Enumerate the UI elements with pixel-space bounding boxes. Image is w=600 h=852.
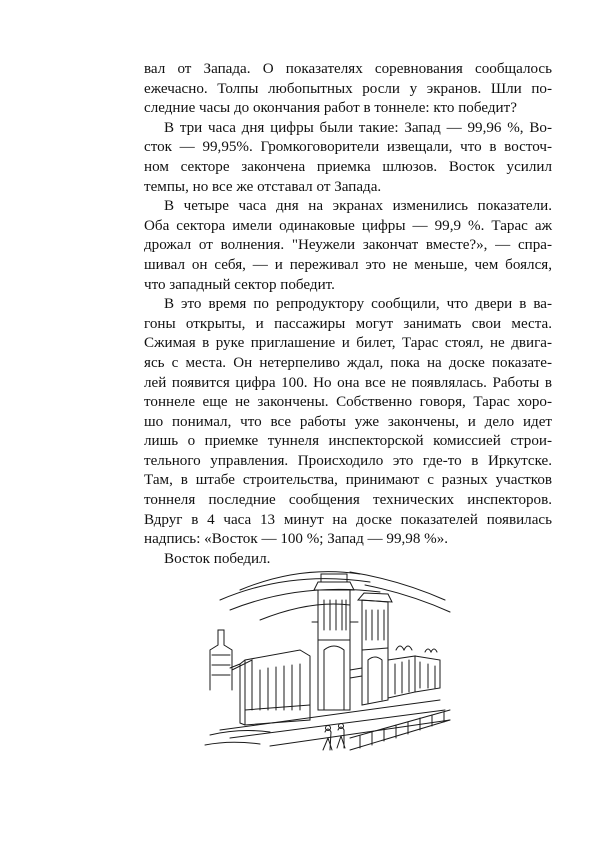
text-line: ном секторе закончена приемка шлюзов. Восток усилил [144,158,552,175]
text-line: шивал он себя, — и переживал это не меньше, чем боялся, [144,256,552,273]
body-text [144,60,552,569]
text-line: Восток победил. [164,550,271,567]
text-line: Сжимая в руке приглашение и билет, Тарас стоял, не двига- [144,335,552,352]
text-line: тоннеля последние сообщения технических инспекторов. [144,492,552,509]
text-line: Вдруг в 4 часа 13 минут на доске показателей появилась [144,511,552,528]
text-line: Там, в штабе строительства, принимают с разных участков [144,472,552,489]
text-line: В это время по репродуктору сообщили, что двери в ва- [164,296,552,313]
text-line: В три часа дня цифры были такие: Запад — 99,96 %, Во- [164,119,552,136]
text-line: тельного управления. Происходило это где-то в Иркутске. [144,452,552,469]
text-line: шо понимал, что все работы уже закончены, и дело идет [144,413,552,430]
text-line: лей появится цифра 100. Но она все не появлялась. Работы в [144,374,552,391]
text-line: ясь с места. Он нетерпеливо ждал, пока на доске показате- [144,354,552,371]
text-line: темпы, но все же отставал от Запада. [144,178,382,195]
text-line: вал от Запада. О показателях соревнования сообщалось [144,61,552,77]
text-line: следние часы до окончания работ в тоннеле: кто победит? [144,100,517,117]
text-line: гоны открыты, и пассажиры могут занимать свои места. [144,315,552,332]
text-line: лишь о приемке туннеля инспекторской комиссией строи- [144,433,552,450]
text-line: тоннеле еще не закончены. Собственно говоря, Тарас хоро- [144,394,552,411]
station-sketch-illustration [200,560,460,760]
text-line: сток — 99,95%. Громкоговорители извещали, что в восточ- [144,139,552,156]
text-line: дрожал от волнения. "Неужели закончат вместе?», — спра- [144,237,552,254]
text-line: что западный сектор победит. [144,276,335,293]
text-line: В четыре часа дня на экранах изменились показатели. [164,198,552,215]
text-line: ежечасно. Толпы любопытных росли у экранов. Шли по- [144,80,552,97]
text-line: Оба сектора имели одинаковые цифры — 99,9 %. Тарас аж [144,217,552,234]
text-line: надпись: «Восток — 100 %; Запад — 99,98 %». [144,531,449,548]
